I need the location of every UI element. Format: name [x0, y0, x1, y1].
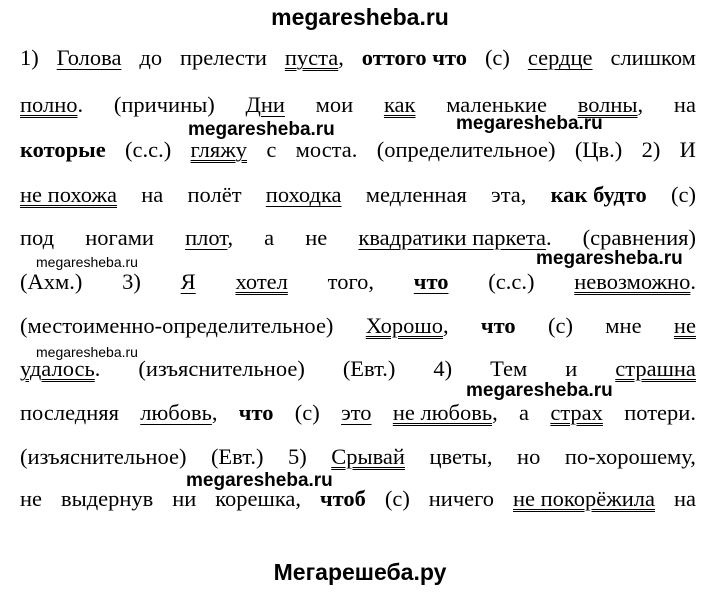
- predicate-word: волны: [577, 92, 638, 117]
- word: медленная: [365, 182, 467, 207]
- punct: ,: [637, 92, 644, 117]
- word: (причины): [113, 92, 215, 117]
- word: (сравнения): [582, 225, 696, 250]
- word: а: [264, 225, 275, 250]
- word: (с): [484, 45, 510, 70]
- punct: .: [690, 269, 696, 294]
- predicate-word: Хорошо: [365, 313, 443, 338]
- conjunction: чтоб: [319, 486, 366, 511]
- word: (с.с.): [488, 269, 535, 294]
- word: 2): [641, 137, 661, 162]
- word: с: [266, 137, 277, 162]
- subject-word: это: [341, 400, 372, 425]
- watermark: megaresheba.ru: [536, 248, 683, 269]
- predicate-word: не покорёжила: [512, 486, 656, 511]
- word: эта,: [491, 182, 527, 207]
- conjunction: которые: [20, 137, 106, 162]
- subject-word: квадратики паркета: [358, 225, 546, 250]
- subject-word: плот: [185, 225, 228, 250]
- word: того,: [327, 269, 374, 294]
- text-line: [20, 133, 696, 167]
- word: (изъяснительное): [138, 356, 305, 381]
- text-line: [20, 482, 696, 516]
- word: ни: [172, 486, 197, 511]
- word: последняя: [20, 400, 119, 425]
- predicate-word: Срывай: [331, 444, 405, 469]
- word: моста.: [295, 137, 358, 162]
- word: (с): [547, 313, 573, 338]
- word: корешка,: [215, 486, 302, 511]
- word: мои: [315, 92, 354, 117]
- subject-word: походка: [265, 182, 342, 207]
- subject-word: Дни: [245, 92, 285, 117]
- predicate-word: удалось: [20, 356, 95, 381]
- word: (с.с.): [125, 137, 172, 162]
- conjunction-word: что: [413, 269, 449, 294]
- word: 3): [122, 269, 141, 294]
- word: не: [20, 486, 43, 511]
- word: (Цв.): [574, 137, 623, 162]
- word: (с): [294, 400, 320, 425]
- word: прелести: [180, 45, 267, 70]
- word: на: [673, 92, 696, 117]
- predicate-word: пуста: [284, 45, 339, 70]
- site-header: megaresheba.ru: [271, 4, 449, 30]
- conjunction: как будто: [550, 182, 647, 207]
- word: ногами: [85, 225, 154, 250]
- word: 1): [20, 45, 39, 70]
- text-line: [20, 178, 696, 212]
- word: но: [517, 444, 541, 469]
- word: 5): [287, 444, 307, 469]
- predicate-word: хотел: [235, 269, 288, 294]
- word: цветы,: [429, 444, 493, 469]
- subject-word: Я: [180, 269, 196, 294]
- watermark: megaresheba.ru: [186, 470, 333, 491]
- predicate-word: как: [383, 92, 416, 117]
- conjunction: что: [238, 400, 274, 425]
- watermark: megaresheba.ru: [466, 380, 613, 401]
- word: не: [305, 225, 328, 250]
- watermark: megaresheba.ru: [456, 113, 603, 134]
- predicate-word: не любовь: [392, 400, 493, 425]
- word: (с): [670, 182, 696, 207]
- word: И: [679, 137, 696, 162]
- watermark: megaresheba.ru: [36, 344, 138, 360]
- word: (изъяснительное): [20, 444, 187, 469]
- word: маленькие: [446, 92, 547, 117]
- punct: ,: [227, 225, 234, 250]
- word: мне: [605, 313, 642, 338]
- predicate-word: не: [673, 313, 696, 338]
- punct: .: [94, 356, 101, 381]
- text-line: [20, 309, 696, 343]
- word: ничего: [428, 486, 495, 511]
- word: под: [20, 225, 55, 250]
- word: потери.: [624, 400, 696, 425]
- conjunction: оттого что: [361, 45, 468, 70]
- punct: .: [545, 225, 552, 250]
- word: и: [565, 356, 578, 381]
- subject-word: сердце: [527, 45, 593, 70]
- word: (с): [384, 486, 410, 511]
- word: (Евт.): [342, 356, 396, 381]
- watermark: megaresheba.ru: [188, 119, 335, 140]
- watermark: megaresheba.ru: [36, 254, 138, 270]
- word: на: [673, 486, 696, 511]
- punct: .: [77, 92, 84, 117]
- predicate-word: полно: [20, 92, 78, 117]
- word: (определительное): [376, 137, 556, 162]
- predicate-word: гляжу: [190, 137, 248, 162]
- predicate-word: страшна: [615, 356, 696, 381]
- word: на: [141, 182, 164, 207]
- text-line: [20, 440, 696, 474]
- word: 4): [433, 356, 453, 381]
- text-line: [20, 265, 696, 299]
- predicate-word: невозможно: [574, 269, 691, 294]
- word: а: [519, 400, 530, 425]
- punct: ,: [442, 313, 449, 338]
- predicate-word: не похожа: [20, 182, 117, 207]
- word: по-хорошему,: [564, 444, 696, 469]
- word: слишком: [610, 45, 696, 70]
- punct: ,: [492, 400, 498, 425]
- punct: ,: [338, 45, 344, 70]
- word: (местоименно-определительное): [20, 313, 334, 338]
- subject-word: Голова: [56, 45, 122, 70]
- word: выдернув: [60, 486, 154, 511]
- word: Тем: [490, 356, 528, 381]
- punct: ,: [211, 400, 218, 425]
- word: (Евт.): [210, 444, 264, 469]
- site-footer: Мегарешеба.ру: [273, 559, 447, 585]
- text-line: [20, 41, 696, 75]
- subject-word: любовь: [140, 400, 212, 425]
- predicate-word: страх: [550, 400, 603, 425]
- conjunction: что: [480, 313, 516, 338]
- word: до: [139, 45, 163, 70]
- word: (Ахм.): [20, 269, 83, 294]
- word: полёт: [187, 182, 242, 207]
